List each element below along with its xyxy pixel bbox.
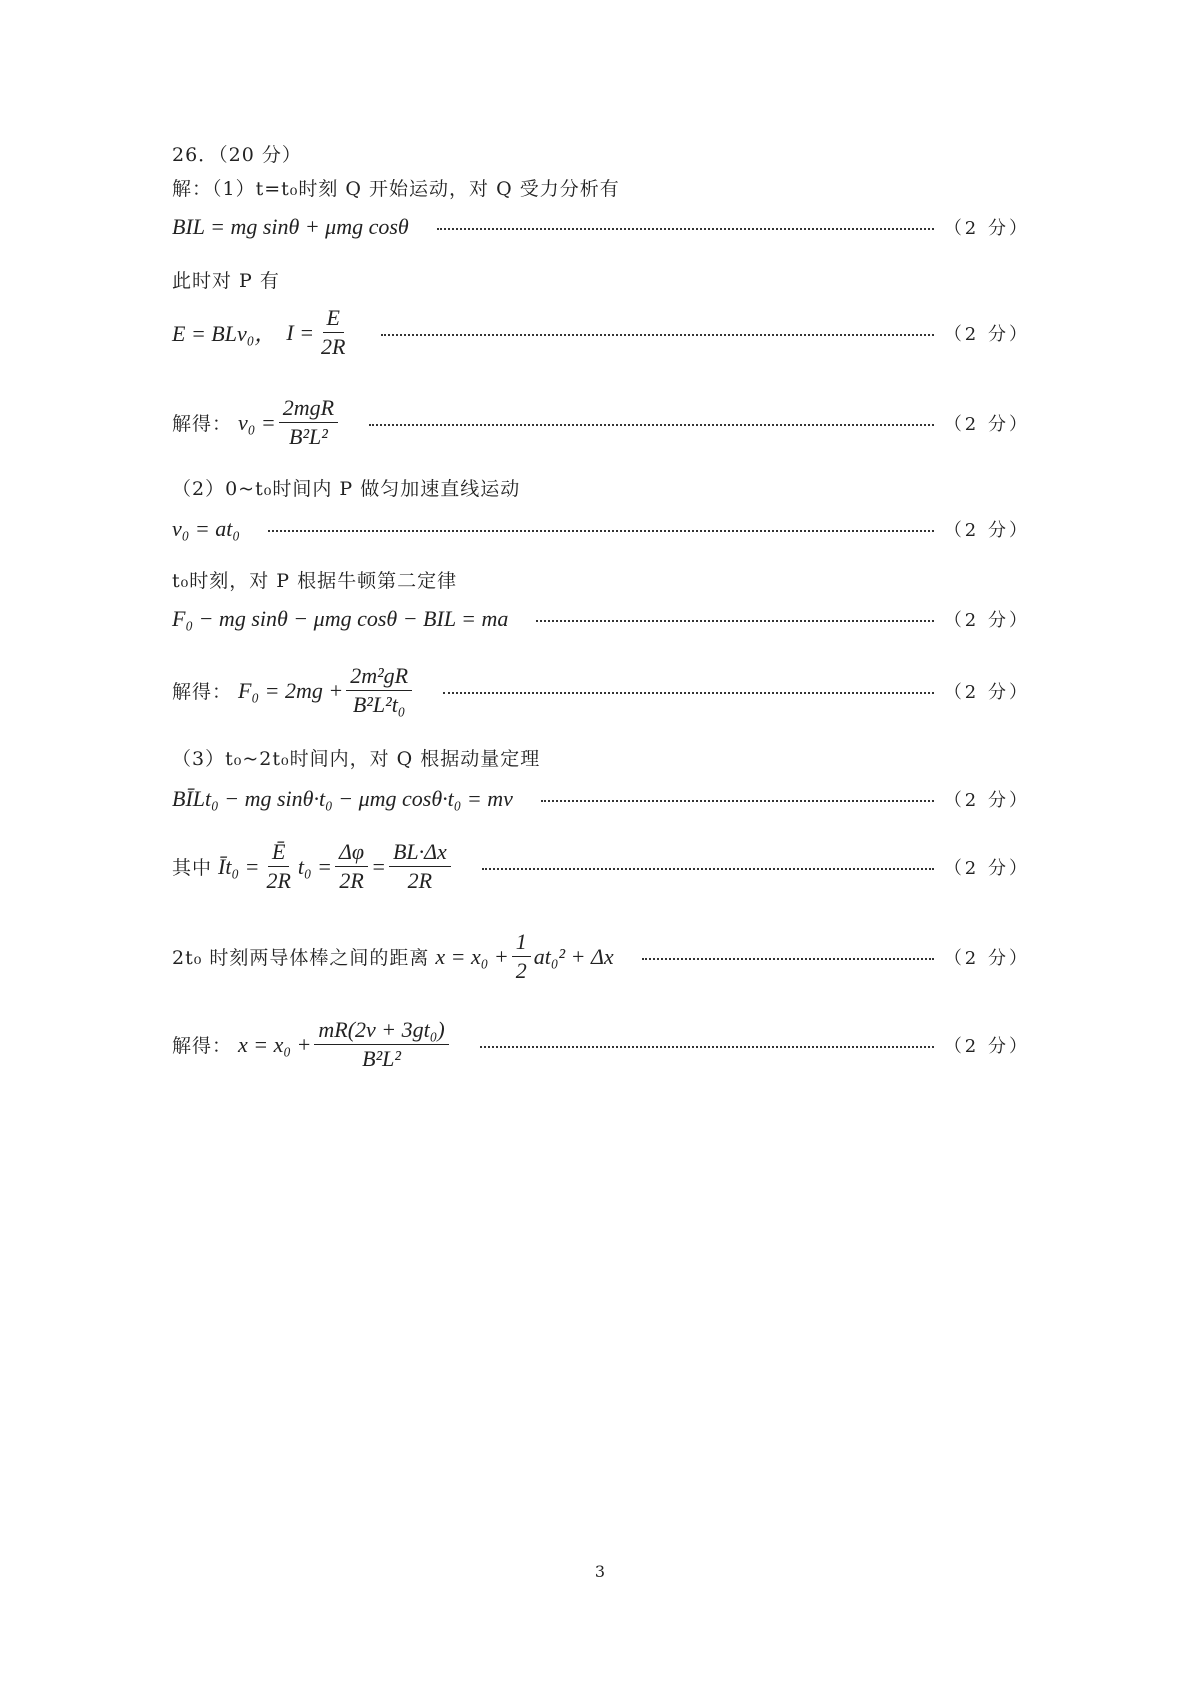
part-2-label: （2）0~t₀时间内 P 做匀加速直线运动: [172, 478, 521, 500]
part-3-label: （3）t₀~2t₀时间内，对 Q 根据动量定理: [172, 748, 541, 770]
equation-solve-f0: 解得： F₀ = 2mg + $\frac{\text{2m²gR}}{\text{B²L²t₀}}$ （2 分）: [172, 663, 1030, 718]
problem-header: 26．（20 分）: [172, 144, 302, 166]
leader-dots: [480, 1046, 934, 1048]
leader-dots: [437, 228, 934, 230]
leader-dots: [642, 958, 934, 960]
leader-dots: [268, 530, 934, 532]
leader-dots: [369, 424, 934, 426]
equation-newton-p: F₀ − mg sinθ − μmg cosθ − BIL = ma （2 分）: [172, 606, 1030, 631]
page-number: 3: [594, 1562, 606, 1581]
leader-dots: [541, 800, 934, 802]
label-for-p: 此时对 P 有: [172, 270, 280, 292]
leader-dots: [482, 868, 934, 870]
solution-intro: 解：（1）t=t₀时刻 Q 开始运动，对 Q 受力分析有: [172, 178, 620, 200]
equation-v0-at0: v₀ = at₀ （2 分）: [172, 516, 1030, 541]
fraction: $\frac{\text{mR(2v + 3gt₀)}}{\text{B²L²}}$: [314, 1018, 448, 1071]
equation-solve-v0: 解得： v₀ = $\frac{\text{2mgR}}{\text{B²L²}}$ （2 分）: [172, 395, 1030, 450]
fraction: $\frac{\Delta\varphi}{2R}$: [335, 840, 368, 893]
equation-momentum-q: BĪLt₀ − mg sinθ·t₀ − μmg cosθ·t₀ = mv （2 分）: [172, 786, 1030, 811]
equation-solve-x: 解得： x = x₀ + $\frac{\text{mR(2v + 3gt₀)}}{\text{B²L²}}$ （2 分）: [172, 1017, 1030, 1072]
fraction: $\frac{\text{2mgR}}{\text{B²L²}}$: [279, 396, 338, 449]
fraction: $\frac{BL\cdot\Delta x}{2R}$: [389, 840, 451, 893]
label-newton-second-law: t₀时刻，对 P 根据牛顿第二定律: [172, 570, 458, 592]
fraction: $\frac{Ē}{2R}$: [266, 839, 291, 894]
leader-dots: [443, 692, 934, 694]
fraction: $\frac{1}{2}$: [512, 930, 531, 983]
leader-dots: [381, 334, 934, 336]
equation-force-balance-q: BIL = mg sinθ + μmg cosθ （2 分）: [172, 214, 1030, 239]
fraction: $\frac{E}{2R}$: [321, 305, 346, 360]
leader-dots: [536, 620, 933, 622]
equation-emf-current: E = BLv₀， I = $\frac{E}{2R}$ （2 分）: [172, 305, 1030, 360]
equation-distance-2t0: 2t₀ 时刻两导体棒之间的距离 x = x₀ + $\frac{1}{2}$ at₀² + Δx （2 分）: [172, 929, 1030, 984]
equation-average-current: 其中 Īt₀ = $\frac{Ē}{2R}$ t₀ = $\frac{\Delta\varphi}{2R}$ = $\frac{BL\cdot\Delta x}{2R}$ （2 分）: [172, 839, 1030, 894]
fraction: $\frac{\text{2m²gR}}{\text{B²L²t₀}}$: [346, 664, 412, 717]
